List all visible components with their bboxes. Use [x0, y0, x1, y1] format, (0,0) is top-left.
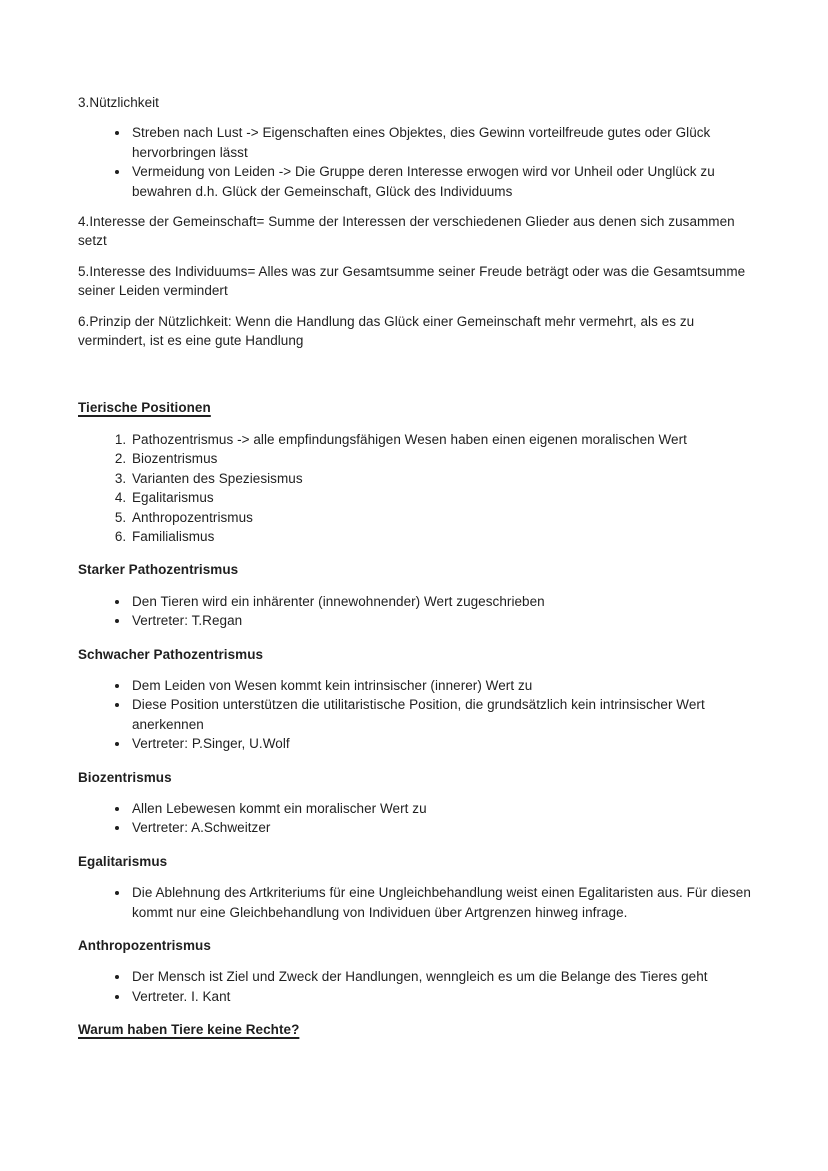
bullet-list-schwacher	[78, 676, 754, 754]
list-item: • Den Tieren wird ein inhärenter (innewohnender) Wert zugeschrieben	[130, 592, 754, 611]
heading-biozentrismus: Biozentrismus	[78, 769, 172, 785]
bullet-list-nuetzlichkeit	[78, 123, 754, 201]
bullet-list-starker	[78, 592, 754, 631]
bullet-list-biozentrismus	[78, 799, 754, 838]
heading-tierische-positionen: Tierische Positionen	[78, 400, 211, 416]
list-item: • Vermeidung von Leiden -> Die Gruppe deren Interesse erwogen wird vor Unheil oder Unglück zu bewahren d.h. Glück der Gemeinschaft, Glück des Individuums	[130, 162, 754, 201]
list-item: 5. Anthropozentrismus	[130, 508, 754, 527]
list-item: • Vertreter: P.Singer, U.Wolf	[130, 734, 754, 753]
bullet-list-egalitarismus	[78, 883, 754, 922]
paragraph-interesse-individuum: 5.Interesse des Individuums= Alles was zur Gesamtsumme seiner Freude beträgt oder was die Gesamtsumme seiner Leiden vermindert	[78, 263, 746, 299]
list-item: • Vertreter. I. Kant	[130, 987, 754, 1006]
numbered-list-positionen	[78, 430, 754, 546]
document-body	[78, 93, 754, 1040]
heading-anthropozentrismus: Anthropozentrismus	[78, 938, 211, 953]
paragraph-nuetzlichkeit: 3.Nützlichkeit	[78, 95, 159, 110]
heading-egalitarismus: Egalitarismus	[78, 853, 168, 869]
list-item: 1. Pathozentrismus -> alle empfindungsfähigen Wesen haben einen eigenen moralischen Wert	[130, 430, 754, 449]
heading-warum-tiere-keine-rechte: Warum haben Tiere keine Rechte?	[78, 1022, 300, 1038]
list-item: • Die Ablehnung des Artkriteriums für eine Ungleichbehandlung weist einen Egalitaristen aus. Für diesen kommt nur eine Gleichbehandlung von Individuen über Artgrenzen hinweg infrage.	[130, 883, 754, 922]
list-item: 2. Biozentrismus	[130, 449, 754, 468]
list-item: • Vertreter: T.Regan	[130, 611, 754, 630]
list-item: • Allen Lebewesen kommt ein moralischer Wert zu	[130, 799, 754, 818]
heading-schwacher-pathozentrismus: Schwacher Pathozentrismus	[78, 646, 264, 662]
list-item: 3. Varianten des Speziesismus	[130, 469, 754, 488]
list-item: • Streben nach Lust -> Eigenschaften eines Objektes, dies Gewinn vorteilfreude gutes oder Glück hervorbringen lässt	[130, 123, 754, 162]
list-item: 6. Familialismus	[130, 527, 754, 546]
bullet-list-anthropozentrismus	[78, 967, 754, 1006]
list-item: • Vertreter: A.Schweitzer	[130, 818, 754, 837]
paragraph-interesse-gemeinschaft: 4.Interesse der Gemeinschaft= Summe der Interessen der verschiedenen Glieder aus denen sich zusammen setzt	[78, 214, 735, 249]
list-item: • Diese Position unterstützen die utilitaristische Position, die grundsätzlich kein intrinsischer Wert anerkennen	[130, 695, 754, 734]
list-item: • Dem Leiden von Wesen kommt kein intrinsischer (innerer) Wert zu	[130, 676, 754, 695]
paragraph-prinzip-nuetzlichkeit: 6.Prinzip der Nützlichkeit: Wenn die Handlung das Glück einer Gemeinschaft mehr vermehrt, als es zu vermindert, ist es eine gute Handlung	[78, 313, 695, 349]
heading-starker-pathozentrismus: Starker Pathozentrismus	[78, 562, 239, 578]
list-item: 4. Egalitarismus	[130, 488, 754, 507]
list-item: • Der Mensch ist Ziel und Zweck der Handlungen, wenngleich es um die Belange des Tieres geht	[130, 967, 754, 986]
